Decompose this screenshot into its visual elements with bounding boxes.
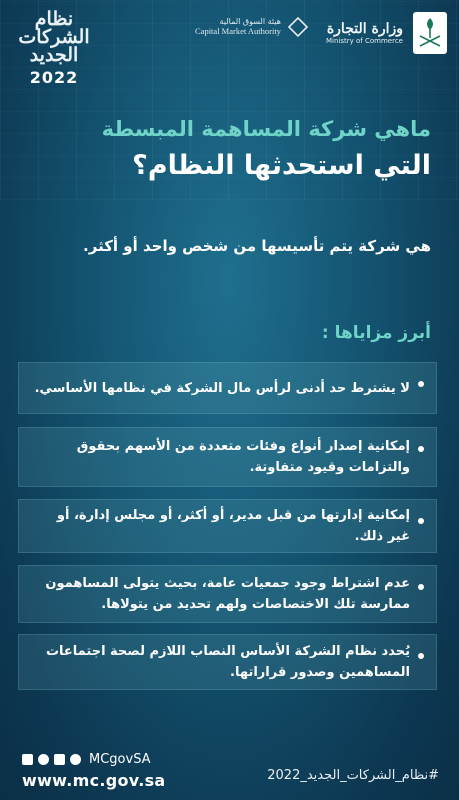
cma-name-en: Capital Market Authority bbox=[195, 25, 281, 36]
youtube-icon[interactable] bbox=[54, 754, 65, 765]
cma-name-ar: هيئة السوق المالية bbox=[219, 16, 281, 26]
social-handle[interactable]: MCgovSA bbox=[89, 752, 151, 767]
feature-text: إمكانية إدارتها من قبل مدير، أو أكثر، أو مجلس إدارة، أو غير ذلك. bbox=[56, 508, 410, 544]
feature-text: يُحدد نظام الشركة الأساس النصاب اللازم لصحة اجتماعات المساهمين وصدور قراراتها. bbox=[45, 644, 410, 680]
feature-text: إمكانية إصدار أنواع وفئات متعددة من الأسهم بحقوق والتزامات وقيود متفاوتة. bbox=[76, 439, 410, 475]
hashtag: #نظام_الشركات_الجديد_2022 bbox=[267, 768, 439, 783]
bullet-icon bbox=[418, 381, 424, 387]
feature-card bbox=[18, 565, 437, 623]
social-links bbox=[22, 752, 151, 767]
features-title: أبرز مزاياها : bbox=[321, 323, 431, 343]
feature-card bbox=[18, 634, 437, 690]
feature-card bbox=[18, 499, 437, 553]
cma-logo bbox=[195, 16, 307, 36]
website-link[interactable]: www.mc.gov.sa bbox=[22, 771, 166, 790]
campaign-year: 2022 bbox=[29, 68, 79, 87]
moc-logo bbox=[326, 12, 447, 54]
bullet-icon bbox=[418, 446, 424, 452]
campaign-logo bbox=[14, 10, 94, 87]
moc-name-ar: وزارة التجارة bbox=[326, 21, 403, 37]
instagram-icon[interactable] bbox=[38, 754, 49, 765]
saudi-emblem-icon bbox=[413, 12, 447, 54]
feature-text: عدم اشتراط وجود جمعيات عامة، بحيث يتولى المساهمون ممارسة تلك الاختصاصات ولهم تحديد من يتولاها. bbox=[45, 576, 410, 612]
feature-text: لا يشترط حد أدنى لرأس مال الشركة في نظامها الأساسي. bbox=[34, 380, 410, 396]
cma-icon bbox=[287, 16, 307, 36]
header bbox=[0, 0, 459, 90]
feature-card bbox=[18, 427, 437, 487]
bullet-icon bbox=[418, 518, 424, 524]
feature-card bbox=[18, 362, 437, 414]
moc-name-en: Ministry of Commerce bbox=[326, 37, 403, 45]
intro-text: هي شركة يتم تأسيسها من شخص واحد أو أكثر. bbox=[83, 237, 431, 255]
bullet-icon bbox=[418, 653, 424, 659]
twitter-icon[interactable] bbox=[22, 754, 33, 765]
snapchat-icon[interactable] bbox=[70, 754, 81, 765]
question-line-2: التي استحدثها النظام؟ bbox=[132, 150, 431, 181]
campaign-logo-text: نظام الشركات الجديد bbox=[18, 8, 90, 66]
question-line-1: ماهي شركة المساهمة المبسطة bbox=[101, 117, 431, 141]
bullet-icon bbox=[418, 584, 424, 590]
